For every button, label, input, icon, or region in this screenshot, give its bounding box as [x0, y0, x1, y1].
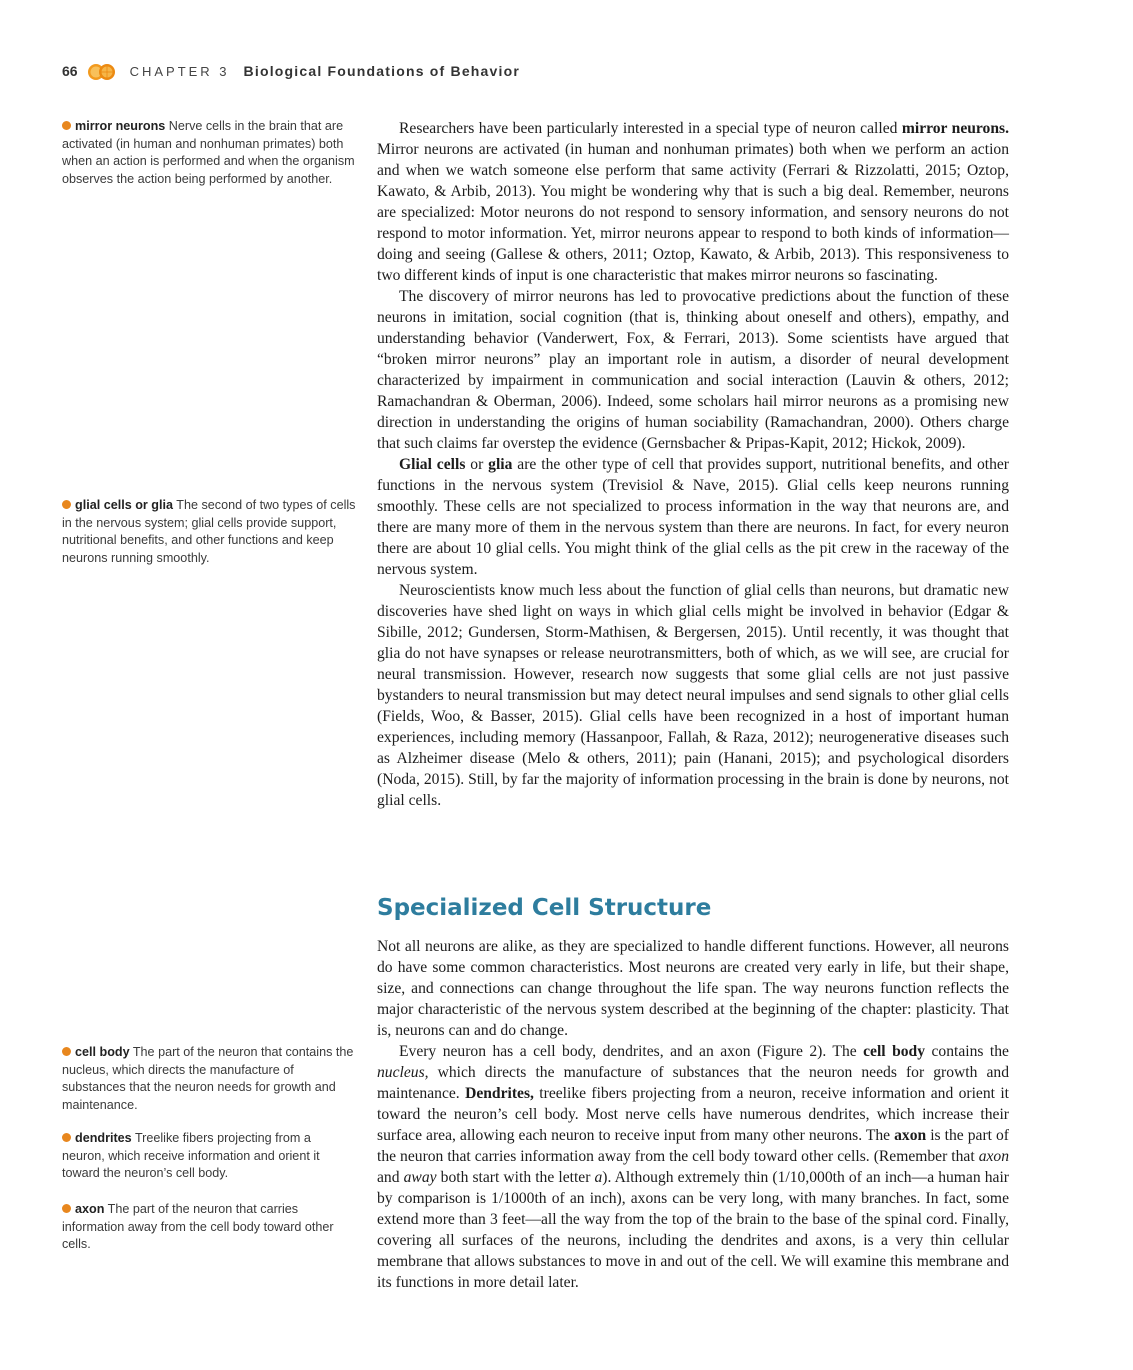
- text-run: or: [465, 456, 489, 473]
- page-header: [62, 60, 520, 82]
- text-run: Mirror neurons are activated (in human and nonhuman primates) both when we perform an action and when we watch someone else perform that same activity (Ferrari & Rizzolatti, 2015; Oztop, Kawato, & Arbib, 2013). You might be wondering why that is such a big deal. Remember, neurons are specialized: Motor neurons do not respond to sensory information, and sensory neurons do not respond to motor information. Yet, mirror neurons appear to respond to both kinds of information—doing and seeing (Gallese & others, 2011; Oztop, Kawato, & Arbib, 2013). This responsiveness to two different kinds of input is one characteristic that makes mirror neurons so fascinating.: [377, 141, 1009, 284]
- text-run: which directs the manufacture of substances that the neuron needs for growth and maintenance.: [377, 1064, 1009, 1102]
- text-run: Researchers have been particularly interested in a special type of neuron called: [399, 120, 902, 137]
- bullet-dot-icon: [62, 121, 71, 130]
- paragraph-glial-cells: [377, 454, 1009, 580]
- page-number: 66: [62, 63, 78, 79]
- text-run: treelike fibers projecting from a neuron, receive information and orient it toward the neuron’s cell body. Most nerve cells have numerous dendrites, which increase their surface area, allowing each neuron to receive input from many other neurons. The: [377, 1085, 1009, 1144]
- text-run: ). Although extremely thin (1/10,000th of an inch—a human hair by comparison is 1/1000th of an inch), axons can be very long, with many branches. In fact, some extend more than 3 feet—all the way from the top of the brain to the base of the spinal cord. Finally, covering all surfaces of the neurons, including the dendrites and axons, is a very thin cellular membrane that allows substances to move in and out of the cell. We will examine this membrane and its functions in more detail later.: [377, 1169, 1009, 1291]
- text-run: Every neuron has a cell body, dendrites, and an axon (Figure 2). The: [399, 1043, 864, 1060]
- glossary-definition: The second of two types of cells in the nervous system; glial cells provide support, nutritional benefits, and other functions and keep neurons running smoothly.: [62, 498, 356, 565]
- body-text-section-1: [377, 118, 1009, 811]
- glossary-term: mirror neurons: [75, 119, 166, 133]
- italic-term: nucleus,: [377, 1064, 429, 1081]
- bullet-dot-icon: [62, 1133, 71, 1142]
- paragraph-mirror-neurons: [377, 118, 1009, 286]
- bullet-dot-icon: [62, 1047, 71, 1056]
- text-run: contains the: [925, 1043, 1009, 1060]
- glossary-term: dendrites: [75, 1131, 132, 1145]
- bold-term: cell body: [863, 1043, 926, 1060]
- paragraph-neurons-alike: Not all neurons are alike, as they are specialized to handle different functions. However, all neurons do have some common characteristics. Most neurons are created very early in life, but their shape, size, and connections can change throughout the life span. The way neurons function reflects the major characteristic of the nervous system described at the beginning of the chapter: plasticity. That is, neurons can and do change.: [377, 938, 1009, 1039]
- chapter-title: Biological Foundations of Behavior: [243, 63, 521, 79]
- glossary-entry-mirror-neurons: [62, 118, 357, 188]
- glossary-entry-dendrites: [62, 1130, 357, 1183]
- body-text-section-2: [377, 936, 1009, 1293]
- bullet-dot-icon: [62, 1204, 71, 1213]
- glossary-entry-cell-body: [62, 1044, 357, 1114]
- bold-term: mirror neurons.: [901, 120, 1009, 137]
- glossary-definition: The part of the neuron that contains the nucleus, which directs the manufacture of substances that the neuron needs for growth and maintenance.: [62, 1045, 354, 1112]
- italic-term: axon: [978, 1148, 1009, 1165]
- glossary-term: axon: [75, 1202, 105, 1216]
- glossary-entry-axon: [62, 1201, 357, 1254]
- bold-term: Glial cells: [399, 456, 466, 473]
- glossary-definition: Treelike fibers projecting from a neuron, which receive information and orient it toward the neuron’s cell body.: [62, 1131, 320, 1180]
- text-run: is the part of the neuron that carries information away from the cell body toward other cells. (Remember that: [377, 1127, 1009, 1165]
- text-run: are the other type of cell that provides support, nutritional benefits, and other functions in the nervous system (Trevisiol & Nave, 2015). Glial cells keep neurons running smoothly. These cells are not specialized to process information in the way that neurons are, and there are many more of them in the nervous system than there are neurons. In fact, for every neuron there are about 10 glial cells. You might think of the glial cells as the pit crew in the raceway of the nervous system.: [377, 456, 1009, 578]
- bold-term: axon: [894, 1127, 927, 1144]
- paragraph-neuron-parts: [377, 1041, 1009, 1293]
- chapter-label: CHAPTER 3: [129, 63, 230, 79]
- bold-term: Dendrites,: [465, 1085, 534, 1102]
- glossary-term: glial cells or glia: [75, 498, 173, 512]
- bullet-dot-icon: [62, 500, 71, 509]
- paragraph-glial-discoveries: Neuroscientists know much less about the function of glial cells than neurons, but dramatic new discoveries have shed light on ways in which glial cells might be involved in behavior (Edgar & Sibille, 2012; Gundersen, Storm-Mathisen, & Bergersen, 2015). Until recently, it was thought that glia do not have synapses or release neurotransmitters, both of which, as we will see, are crucial for neural transmission. However, research now suggests that some glial cells are not just passive bystanders to neural transmission but may detect neural impulses and send signals to other glial cells (Fields, Woo, & Basser, 2015). Glial cells have been recognized in a host of important human experiences, including memory (Hassanpoor, Fallah, & Raza, 2012); neurogenerative diseases such as Alzheimer disease (Melo & others, 2011); pain (Hanani, 2015); and psychological disorders (Noda, 2015). Still, by far the majority of information processing in the brain is done by neurons, not glial cells.: [377, 582, 1009, 809]
- bold-term: glia: [488, 456, 513, 473]
- italic-term: away: [403, 1169, 437, 1186]
- text-run: both start with the letter: [436, 1169, 595, 1186]
- text-run: and: [377, 1169, 404, 1186]
- paragraph-mirror-neurons-predictions: The discovery of mirror neurons has led to provocative predictions about the function of these neurons in imitation, social cognition (that is, thinking about oneself and others), empathy, and understanding behavior (Vanderwert, Fox, & Ferrari, 2013). Some scientists have argued that “broken mirror neurons” play an important role in autism, a disorder of neural development characterized by impairment in communication and social interaction (Lauvin & others, 2012; Ramachandran & Oberman, 2006). Indeed, some scholars hail mirror neurons as a promising new direction in understanding the origins of human sociability (Ramachandran, 2000). Others charge that such claims far overstep the evidence (Gernsbacher & Pripas-Kapit, 2012; Hickok, 2009).: [377, 288, 1009, 452]
- orange-slices-logo-icon: [86, 61, 116, 81]
- glossary-entry-glial-cells: [62, 497, 357, 567]
- section-heading: Specialized Cell Structure: [377, 895, 712, 921]
- glossary-definition: Nerve cells in the brain that are activated (in human and nonhuman primates) both when an action is performed and when the organism observes the action being performed by another.: [62, 119, 355, 186]
- italic-term: a: [594, 1169, 603, 1186]
- glossary-term: cell body: [75, 1045, 130, 1059]
- glossary-definition: The part of the neuron that carries information away from the cell body toward other cells.: [62, 1202, 334, 1251]
